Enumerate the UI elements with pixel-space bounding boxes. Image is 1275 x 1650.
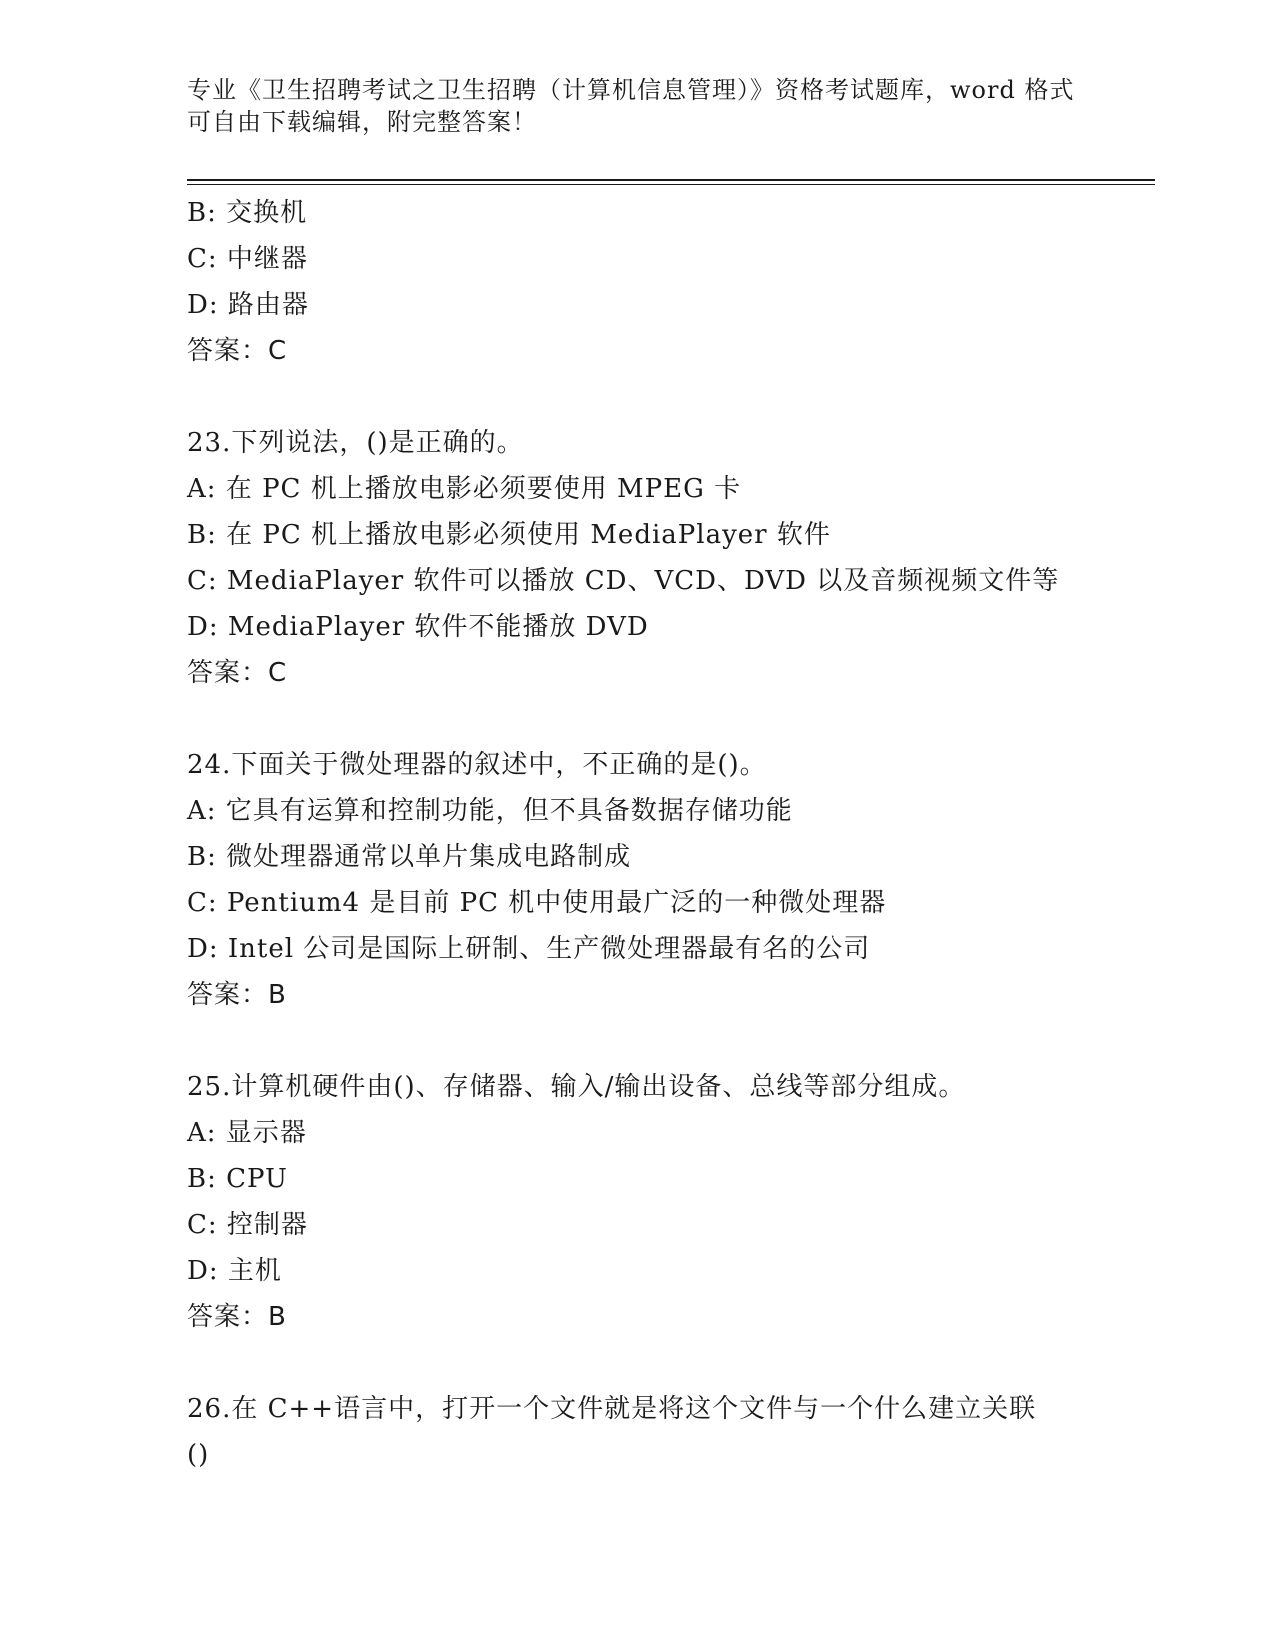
header-rule-thin [187,184,1155,185]
question-24 [187,742,1147,1018]
spacer [187,374,1147,420]
option-c: C: 中继器 [187,244,308,274]
option-b: B: 微处理器通常以单片集成电路制成 [187,842,632,872]
question-stem: 26.在 C++语言中，打开一个文件就是将这个文件与一个什么建立关联 [187,1394,1037,1424]
option-b: B: CPU [187,1164,288,1194]
answer-line: 答案：C [187,336,288,366]
answer-line: 答案：B [187,980,287,1010]
option-d: D: MediaPlayer 软件不能播放 DVD [187,612,649,642]
question-25 [187,1064,1147,1340]
header-line-1: 专业《卫生招聘考试之卫生招聘（计算机信息管理）》资格考试题库，word 格式 [187,76,1075,104]
option-c: C: 控制器 [187,1210,308,1240]
spacer [187,1340,1147,1386]
option-d: D: Intel 公司是国际上研制、生产微处理器最有名的公司 [187,934,871,964]
question-26 [187,1386,1147,1478]
question-stem-continuation: () [187,1440,210,1470]
header-line-2: 可自由下载编辑，附完整答案！ [187,108,537,136]
option-a: A: 显示器 [187,1118,307,1148]
question-list [187,190,1147,1478]
option-b: B: 在 PC 机上播放电影必须使用 MediaPlayer 软件 [187,520,831,550]
option-a: A: 它具有运算和控制功能，但不具备数据存储功能 [187,796,793,826]
question-22-continuation [187,190,1147,374]
question-stem: 23.下列说法，()是正确的。 [187,428,524,458]
question-stem: 25.计算机硬件由()、存储器、输入/输出设备、总线等部分组成。 [187,1072,966,1102]
question-stem: 24.下面关于微处理器的叙述中，不正确的是()。 [187,750,767,780]
option-b: B: 交换机 [187,198,308,228]
option-a: A: 在 PC 机上播放电影必须要使用 MPEG 卡 [187,474,742,504]
option-d: D: 主机 [187,1256,282,1286]
option-c: C: MediaPlayer 软件可以播放 CD、VCD、DVD 以及音频视频文件等 [187,566,1060,596]
header-rule-thick [187,179,1155,181]
answer-line: 答案：B [187,1302,287,1332]
question-23 [187,420,1147,696]
spacer [187,1018,1147,1064]
spacer [187,696,1147,742]
document-header [187,74,1087,138]
option-d: D: 路由器 [187,290,309,320]
option-c: C: Pentium4 是目前 PC 机中使用最广泛的一种微处理器 [187,888,887,918]
answer-line: 答案：C [187,658,288,688]
